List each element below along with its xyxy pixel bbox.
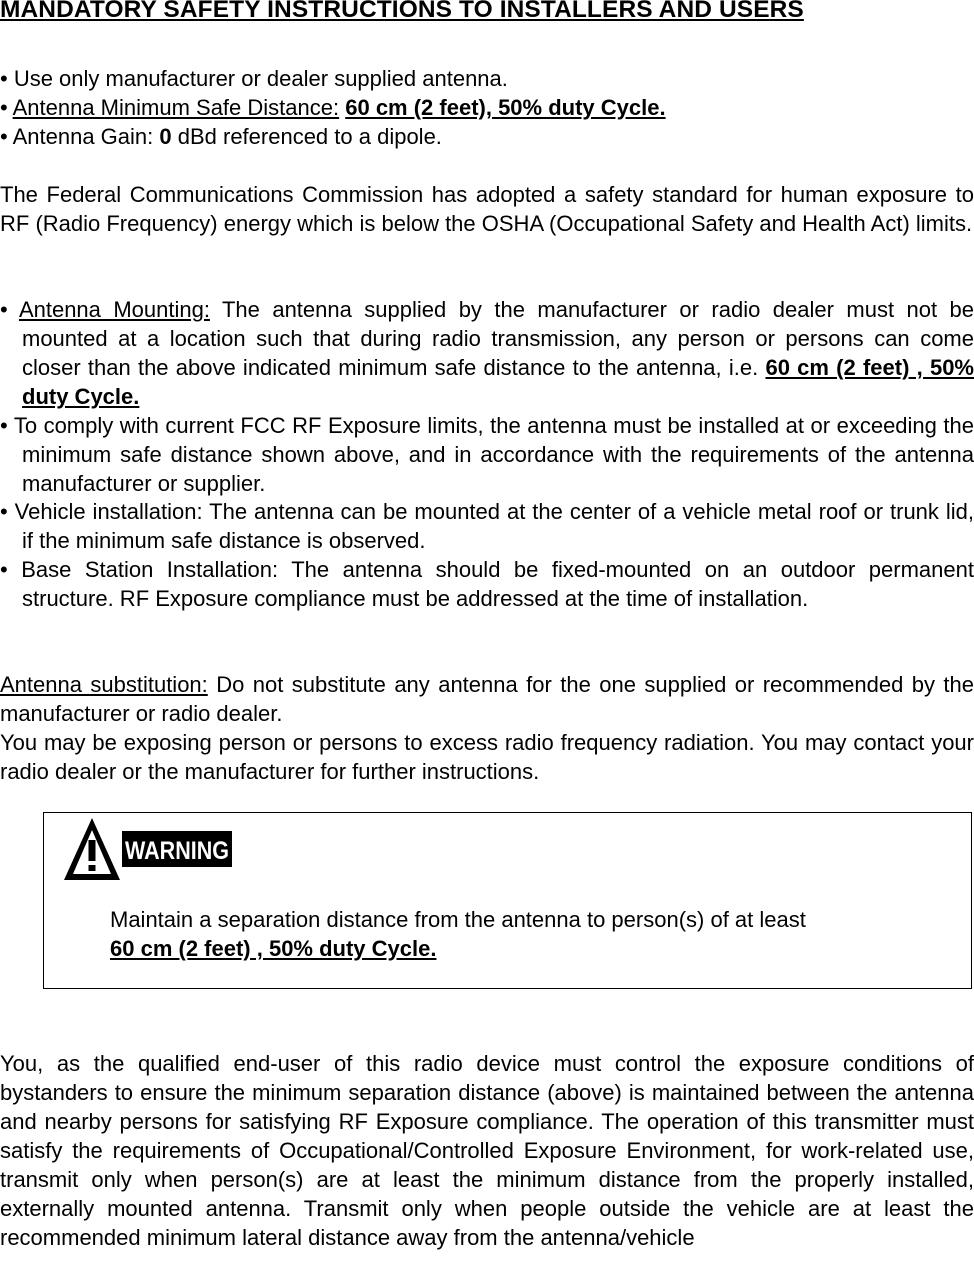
warning-line-1: Maintain a separation distance from the antenna to person(s) of at least [110,907,806,932]
mounting-label: Antenna Mounting: [18,297,210,322]
min-safe-distance-label: Antenna Minimum Safe Distance: [12,95,340,120]
antenna-gain-suffix: dBd referenced to a dipole. [171,124,442,149]
bullet-use-supplied-antenna: • Use only manufacturer or dealer supplied antenna. [0,66,508,91]
substitution-label: Antenna substitution: [0,672,208,697]
antenna-gain-value: 0 [159,124,172,149]
warning-line-2: 60 cm (2 feet) , 50% duty Cycle. [110,936,437,961]
bullet-fcc-compliance: • To comply with current FCC RF Exposure limits, the antenna must be installed at or exceeding the minimum safe distance shown above, and in accordance with the requirements of the antenna manufacturer or supplier. [0,413,974,496]
bullet-prefix: • [0,95,13,120]
antenna-gain-label: • Antenna Gain: [0,124,160,149]
bullet-min-safe-distance [0,93,666,122]
min-safe-distance-value: 60 cm (2 feet), 50% duty Cycle. [345,95,666,120]
bullet-vehicle-installation: • Vehicle installation: The antenna can be mounted at the center of a vehicle metal roof or trunk lid, if the minimum safe distance is observed. [0,499,974,553]
page-title: MANDATORY SAFETY INSTRUCTIONS TO INSTALLERS AND USERS [0,0,804,23]
mounting-prefix: • [0,297,19,322]
warning-message [110,905,806,963]
substitution-text: Do not substitute any antenna for the one supplied or recommended by the manufacturer or radio dealer. [0,672,974,726]
bullet-base-station: • Base Station Installation: The antenna should be fixed-mounted on an outdoor permanent structure. RF Exposure compliance must be addressed at the time of installation. [0,557,974,611]
warning-box [43,812,972,989]
end-user-paragraph: You, as the qualified end-user of this radio device must control the exposure conditions of bystanders to ensure the minimum separation distance (above) is maintained between the antenna and nearby persons for satisfying RF Exposure compliance. The operation of this transmitter must satisfy the requirements of Occupational/Controlled Exposure Environment, for work-related use, transmit only when person(s) are at least the minimum distance from the properly installed, externally mounted antenna. Transmit only when people outside the vehicle are at least the recommended minimum lateral distance away from the antenna/vehicle [0,1051,974,1250]
bullet-antenna-mounting [0,295,974,411]
mounting-text: The antenna supplied by the manufacturer or radio dealer must not be mounted at a location such that during radio transmission, any person or persons can come closer than the above indicated minimum safe distance to the antenna, i.e. [22,297,974,380]
antenna-substitution-paragraph [0,670,974,728]
warning-icon [56,816,233,882]
bullet-antenna-gain [0,122,442,151]
warning-label: WARNING [125,837,229,865]
exposure-paragraph: You may be exposing person or persons to excess radio frequency radiation. You may contact your radio dealer or the manufacturer for further instructions. [0,730,974,784]
mounting-value: 60 cm (2 feet) , 50% duty Cycle. [22,355,974,409]
fcc-paragraph: The Federal Communications Commission has adopted a safety standard for human exposure to RF (Radio Frequency) energy which is below the OSHA (Occupational Safety and Health Act) limits. [0,182,974,236]
